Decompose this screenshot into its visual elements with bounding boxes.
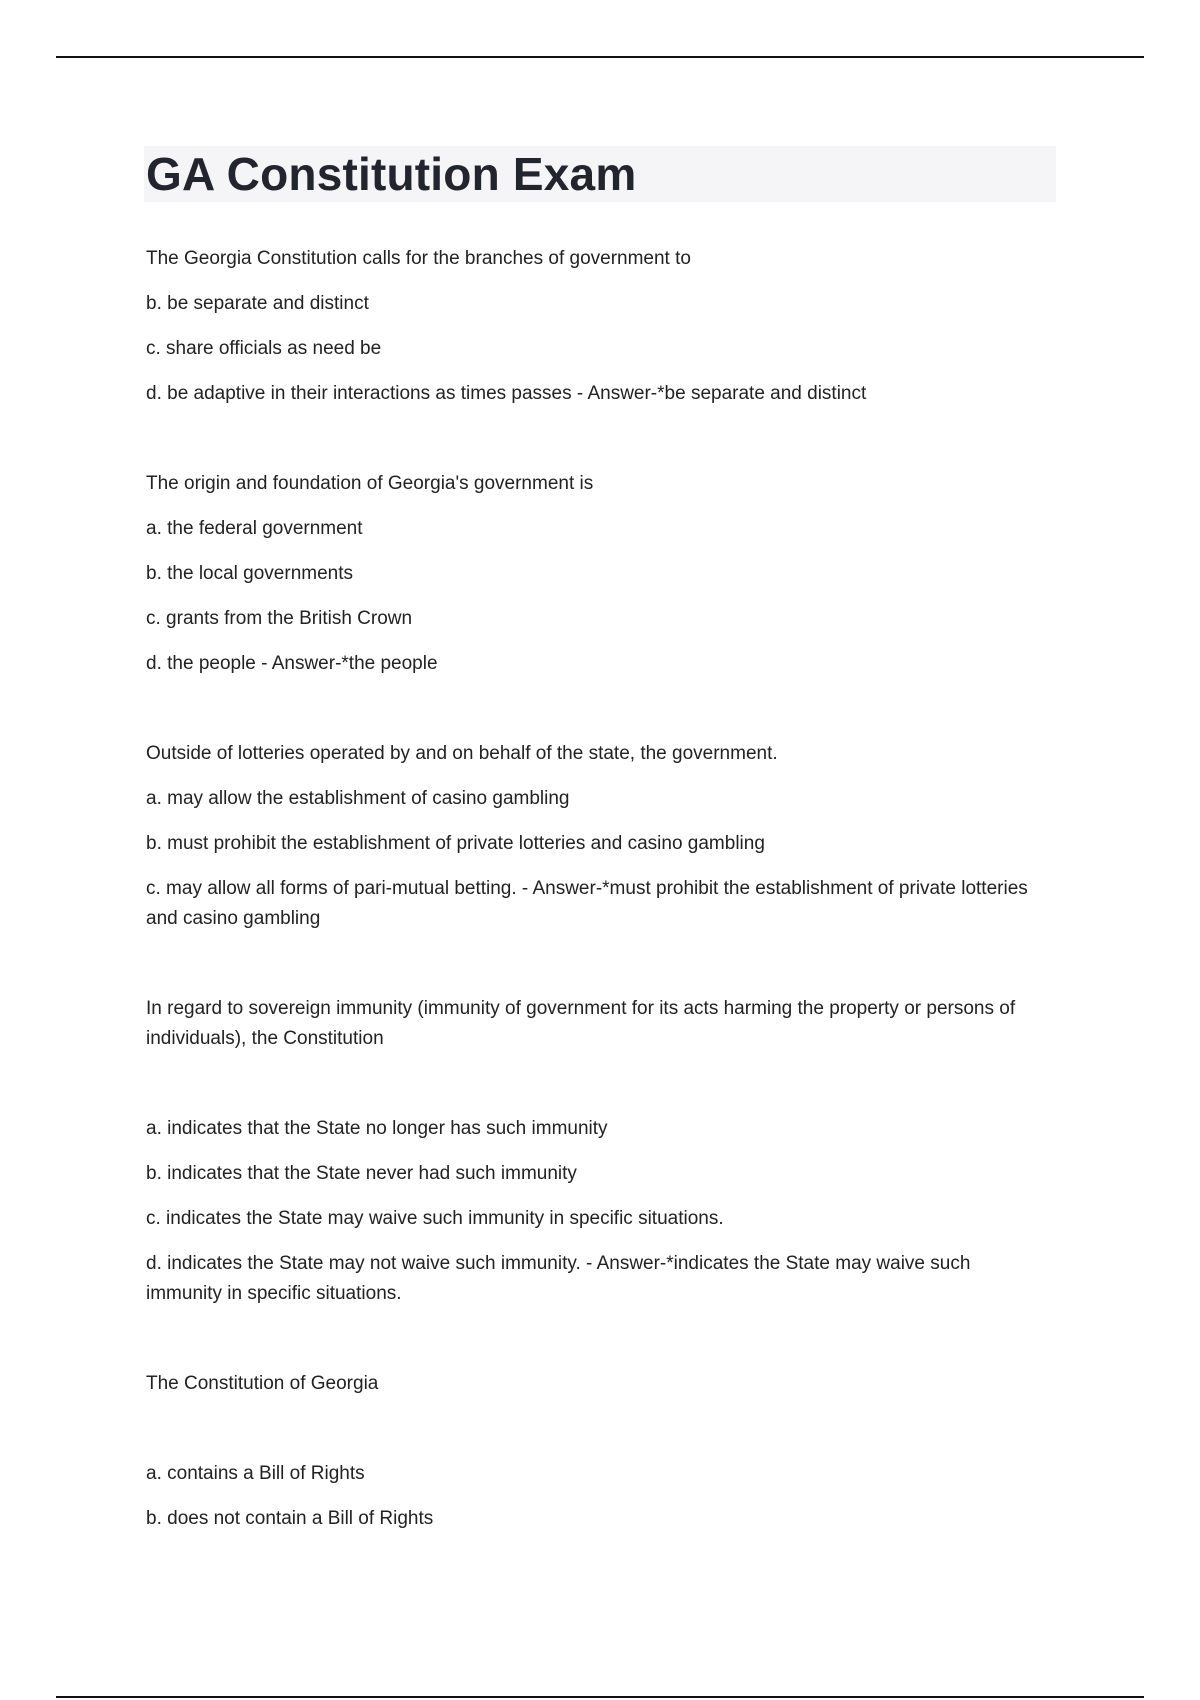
- answer-option: a. contains a Bill of Rights: [146, 1463, 365, 1484]
- answer-option: c. may allow all forms of pari-mutual betting. - Answer-*must prohibit the establishment of private lotteries and casino gambling: [146, 878, 1028, 929]
- top-divider: [56, 56, 1144, 58]
- document-body: [146, 244, 1046, 1594]
- answer-option: c. indicates the State may waive such immunity in specific situations.: [146, 1208, 724, 1229]
- answer-option: b. be separate and distinct: [146, 293, 369, 314]
- answer-option: c. grants from the British Crown: [146, 608, 413, 629]
- answer-option: d. indicates the State may not waive such immunity. - Answer-*indicates the State may waive such immunity in specific situations.: [146, 1253, 971, 1304]
- answer-option: b. must prohibit the establishment of private lotteries and casino gambling: [146, 833, 765, 854]
- question-block: [146, 739, 1046, 934]
- question-block: [146, 1369, 1046, 1534]
- answer-option: d. be adaptive in their interactions as times passes - Answer-*be separate and distinct: [146, 383, 867, 404]
- answer-option: c. share officials as need be: [146, 338, 382, 359]
- question-block: [146, 994, 1046, 1309]
- answer-option: a. the federal government: [146, 518, 363, 539]
- bottom-divider: [56, 1696, 1144, 1698]
- question-block: [146, 244, 1046, 409]
- question-text: The origin and foundation of Georgia's government is: [146, 473, 594, 494]
- question-text: In regard to sovereign immunity (immunity of government for its acts harming the property or persons of individuals), the Constitution: [146, 998, 1016, 1049]
- question-text: The Constitution of Georgia: [146, 1373, 379, 1394]
- answer-option: a. may allow the establishment of casino gambling: [146, 788, 570, 809]
- answer-option: b. indicates that the State never had such immunity: [146, 1163, 577, 1184]
- question-block: [146, 469, 1046, 679]
- answer-option: b. the local governments: [146, 563, 354, 584]
- answer-option: b. does not contain a Bill of Rights: [146, 1508, 434, 1529]
- answer-option: d. the people - Answer-*the people: [146, 653, 438, 674]
- answer-option: a. indicates that the State no longer has such immunity: [146, 1118, 608, 1139]
- question-text: The Georgia Constitution calls for the branches of government to: [146, 248, 691, 269]
- page-title: GA Constitution Exam: [146, 148, 637, 200]
- question-text: Outside of lotteries operated by and on behalf of the state, the government.: [146, 743, 778, 764]
